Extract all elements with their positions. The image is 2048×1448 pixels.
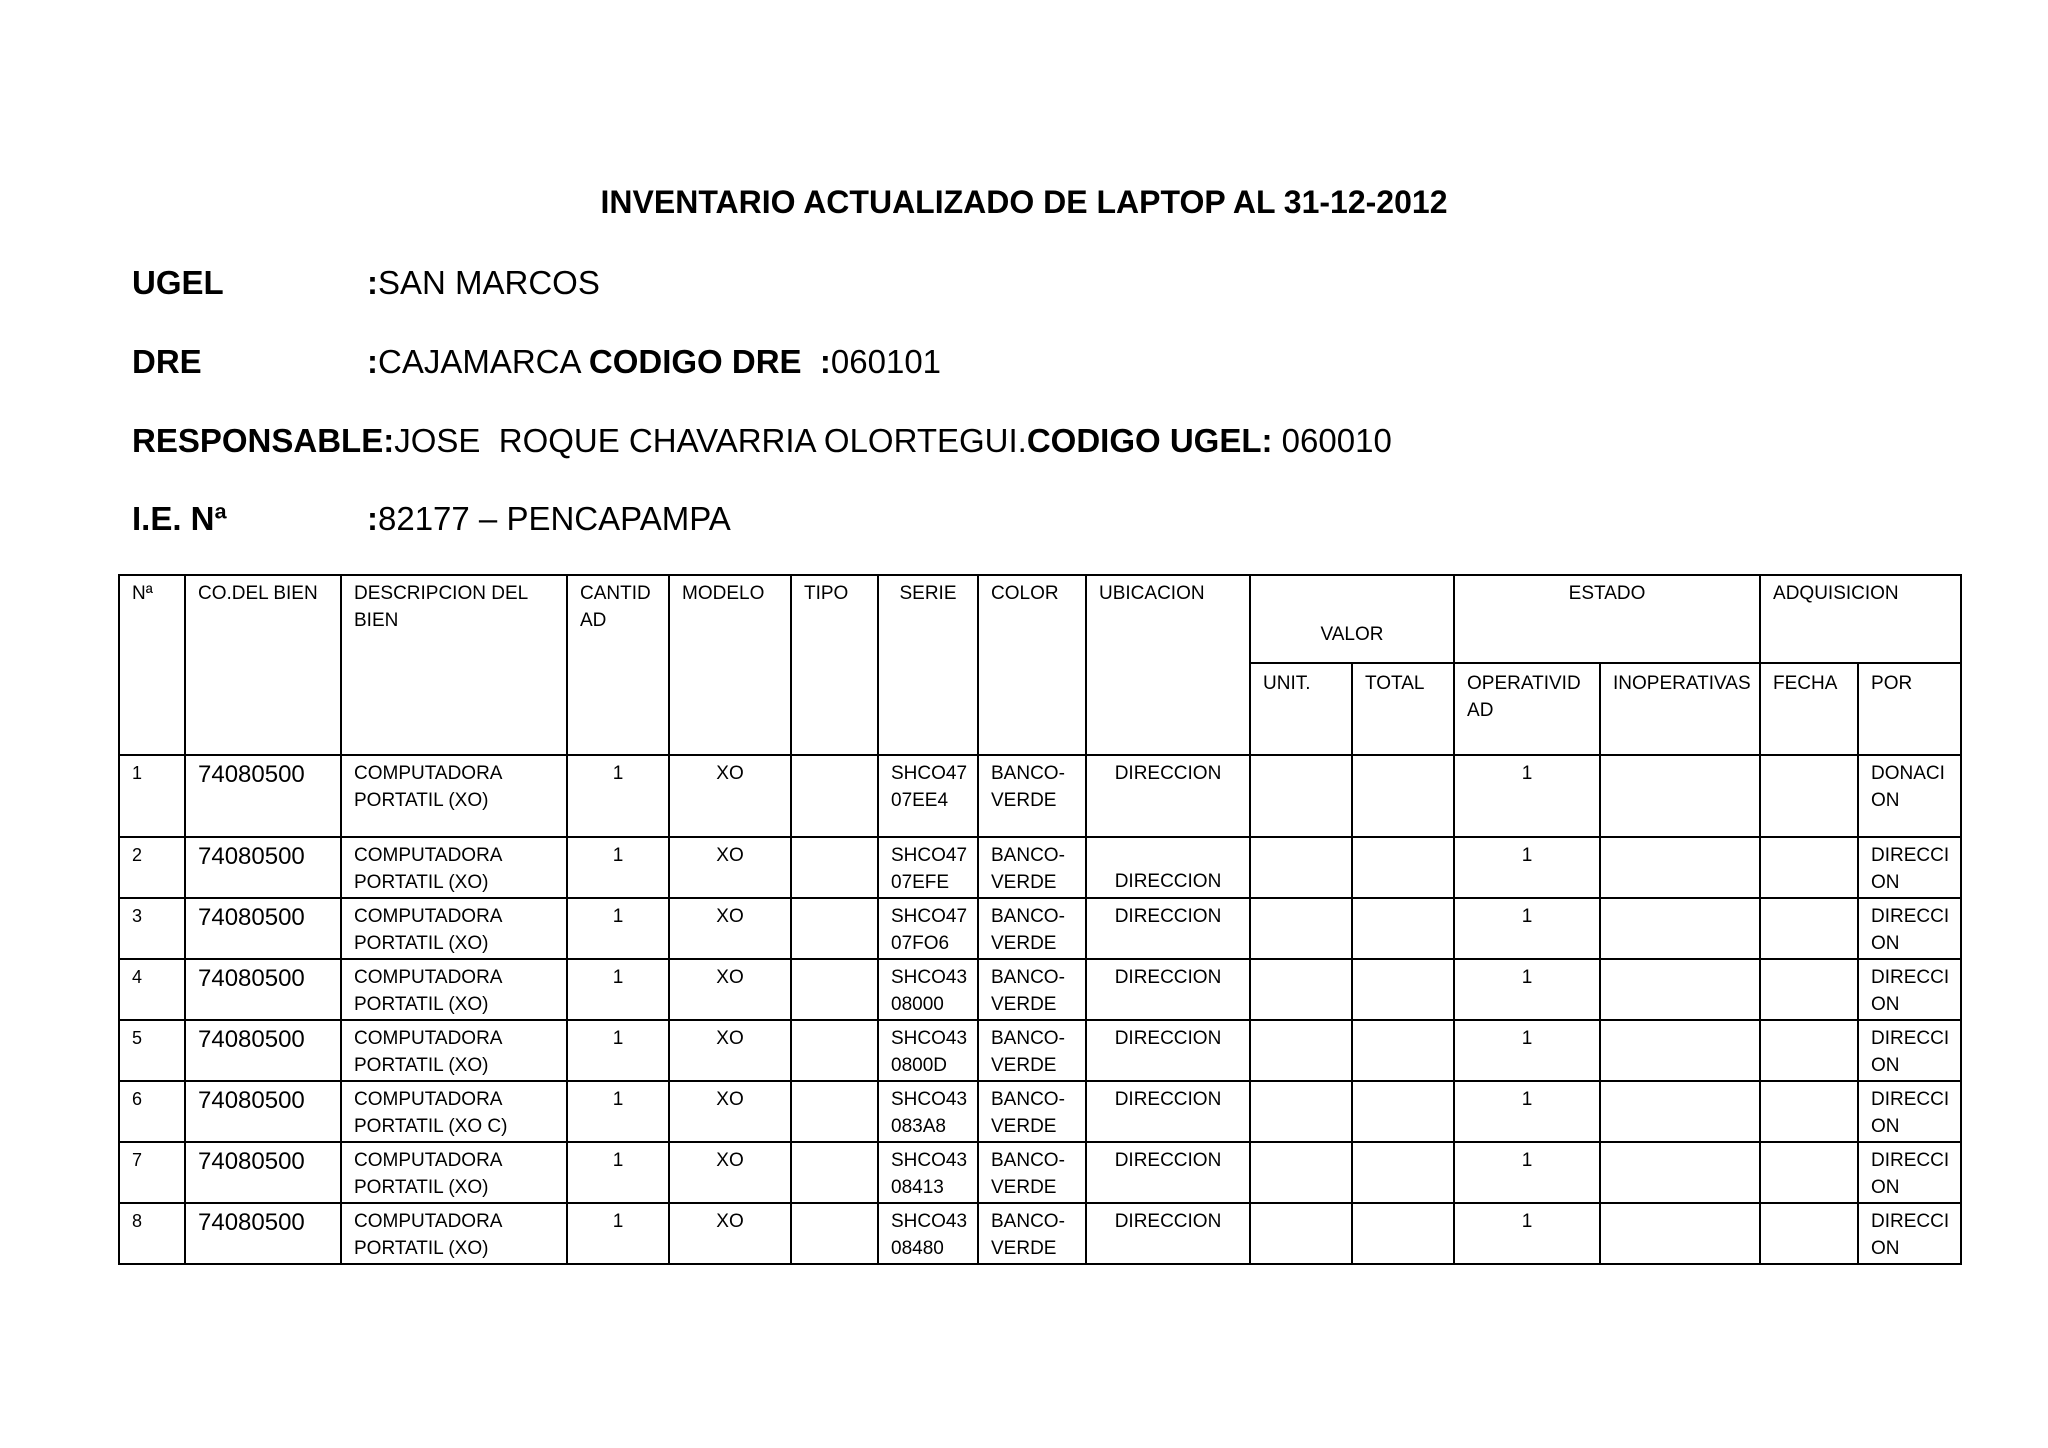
- header-num: Nª: [119, 575, 185, 755]
- header-inoperativas: INOPERATIVAS: [1600, 663, 1760, 755]
- cell-num: 6: [119, 1081, 185, 1142]
- cell-unit: [1250, 898, 1352, 959]
- cell-codigo: 74080500: [185, 1142, 341, 1203]
- cell-inoperativas: [1600, 1142, 1760, 1203]
- cell-color: BANCO-VERDE: [978, 959, 1086, 1020]
- cell-total: [1352, 1142, 1454, 1203]
- cell-codigo: 74080500: [185, 1020, 341, 1081]
- cell-color: BANCO-VERDE: [978, 1081, 1086, 1142]
- cell-operatividad: 1: [1454, 898, 1600, 959]
- cell-modelo: XO: [669, 1203, 791, 1264]
- cell-descripcion: COMPUTADORA PORTATIL (XO): [341, 1020, 567, 1081]
- cell-operatividad: 1: [1454, 1142, 1600, 1203]
- table-row: [119, 1020, 1961, 1081]
- header-operatividad: OPERATIVID AD: [1454, 663, 1600, 755]
- table-row: [119, 1081, 1961, 1142]
- cell-total: [1352, 898, 1454, 959]
- dre-line: DRE :CAJAMARCA CODIGO DRE :060101: [132, 339, 941, 385]
- cell-total: [1352, 837, 1454, 898]
- cell-tipo: [791, 1020, 878, 1081]
- cell-por: DIRECCI ON: [1858, 1081, 1961, 1142]
- dre-label: DRE: [132, 343, 202, 380]
- dre-code-value: 060101: [830, 343, 942, 380]
- cell-ubicacion: DIRECCION: [1086, 959, 1250, 1020]
- cell-modelo: XO: [669, 1020, 791, 1081]
- cell-tipo: [791, 1203, 878, 1264]
- cell-descripcion: COMPUTADORA PORTATIL (XO): [341, 898, 567, 959]
- cell-serie: SHCO43 083A8: [878, 1081, 978, 1142]
- cell-descripcion: COMPUTADORA PORTATIL (XO): [341, 959, 567, 1020]
- cell-cantidad: 1: [567, 959, 669, 1020]
- cell-operatividad: 1: [1454, 755, 1600, 837]
- cell-operatividad: 1: [1454, 1081, 1600, 1142]
- cell-inoperativas: [1600, 1203, 1760, 1264]
- header-descripcion: DESCRIPCION DEL BIEN: [341, 575, 567, 755]
- cell-fecha: [1760, 1203, 1858, 1264]
- table-row: [119, 755, 1961, 837]
- cell-codigo: 74080500: [185, 837, 341, 898]
- cell-cantidad: 1: [567, 898, 669, 959]
- cell-num: 1: [119, 755, 185, 837]
- cell-modelo: XO: [669, 1081, 791, 1142]
- cell-fecha: [1760, 1142, 1858, 1203]
- cell-serie: SHCO43 08000: [878, 959, 978, 1020]
- cell-modelo: XO: [669, 898, 791, 959]
- table-row: [119, 1142, 1961, 1203]
- cell-num: 5: [119, 1020, 185, 1081]
- cell-color: BANCO-VERDE: [978, 1020, 1086, 1081]
- cell-fecha: [1760, 837, 1858, 898]
- cell-cantidad: 1: [567, 1142, 669, 1203]
- cell-ubicacion: DIRECCION: [1086, 1020, 1250, 1081]
- cell-ubicacion: DIRECCION: [1086, 755, 1250, 837]
- cell-tipo: [791, 898, 878, 959]
- header-ubicacion: UBICACION: [1086, 575, 1250, 755]
- cell-serie: SHCO47 07EFE: [878, 837, 978, 898]
- cell-cantidad: 1: [567, 837, 669, 898]
- header-unit: UNIT.: [1250, 663, 1352, 755]
- cell-cantidad: 1: [567, 755, 669, 837]
- cell-unit: [1250, 959, 1352, 1020]
- cell-color: BANCO-VERDE: [978, 1203, 1086, 1264]
- responsable-value: JOSE ROQUE CHAVARRIA OLORTEGUI.: [394, 422, 1027, 459]
- cell-unit: [1250, 1203, 1352, 1264]
- cell-tipo: [791, 959, 878, 1020]
- cell-modelo: XO: [669, 755, 791, 837]
- table-row: [119, 959, 1961, 1020]
- cell-fecha: [1760, 898, 1858, 959]
- cell-por: DIRECCI ON: [1858, 898, 1961, 959]
- header-estado: ESTADO: [1454, 575, 1760, 663]
- cell-ubicacion: DIRECCION: [1086, 1142, 1250, 1203]
- cell-por: DIRECCI ON: [1858, 1203, 1961, 1264]
- dre-code-label: CODIGO DRE: [588, 343, 802, 380]
- ugel-value: SAN MARCOS: [378, 264, 600, 301]
- cell-unit: [1250, 837, 1352, 898]
- cell-unit: [1250, 1020, 1352, 1081]
- cell-total: [1352, 755, 1454, 837]
- cell-codigo: 74080500: [185, 898, 341, 959]
- ugel-code-value: 060010: [1272, 422, 1392, 459]
- cell-tipo: [791, 1142, 878, 1203]
- cell-por: DIRECCI ON: [1858, 1142, 1961, 1203]
- cell-codigo: 74080500: [185, 959, 341, 1020]
- ie-value: 82177 – PENCAPAMPA: [378, 500, 731, 537]
- cell-descripcion: COMPUTADORA PORTATIL (XO): [341, 1142, 567, 1203]
- cell-ubicacion: DIRECCION: [1086, 837, 1250, 898]
- table-row: [119, 1203, 1961, 1264]
- cell-ubicacion: DIRECCION: [1086, 898, 1250, 959]
- ie-line: I.E. Nª :82177 – PENCAPAMPA: [132, 496, 731, 542]
- cell-num: 4: [119, 959, 185, 1020]
- cell-inoperativas: [1600, 1020, 1760, 1081]
- cell-descripcion: COMPUTADORA PORTATIL (XO): [341, 837, 567, 898]
- cell-num: 3: [119, 898, 185, 959]
- cell-descripcion: COMPUTADORA PORTATIL (XO): [341, 755, 567, 837]
- cell-serie: SHCO43 08480: [878, 1203, 978, 1264]
- cell-por: DONACI ON: [1858, 755, 1961, 837]
- cell-serie: SHCO47 07FO6: [878, 898, 978, 959]
- cell-color: BANCO-VERDE: [978, 898, 1086, 959]
- cell-num: 2: [119, 837, 185, 898]
- dre-value: CAJAMARCA: [378, 343, 580, 380]
- cell-por: DIRECCI ON: [1858, 837, 1961, 898]
- ugel-line: UGEL :SAN MARCOS: [132, 260, 600, 306]
- responsable-line: RESPONSABLE:JOSE ROQUE CHAVARRIA OLORTEGUI.CODIGO UGEL: 060010: [132, 418, 1392, 464]
- cell-codigo: 74080500: [185, 755, 341, 837]
- cell-total: [1352, 1203, 1454, 1264]
- cell-fecha: [1760, 1081, 1858, 1142]
- cell-color: BANCO-VERDE: [978, 755, 1086, 837]
- cell-total: [1352, 1020, 1454, 1081]
- cell-serie: SHCO47 07EE4: [878, 755, 978, 837]
- cell-inoperativas: [1600, 959, 1760, 1020]
- cell-modelo: XO: [669, 837, 791, 898]
- cell-tipo: [791, 755, 878, 837]
- cell-inoperativas: [1600, 1081, 1760, 1142]
- page-title: INVENTARIO ACTUALIZADO DE LAPTOP AL 31-12-2012: [600, 184, 1448, 220]
- ie-label: I.E. Nª: [132, 500, 227, 537]
- cell-tipo: [791, 837, 878, 898]
- cell-color: BANCO-VERDE: [978, 1142, 1086, 1203]
- cell-cantidad: 1: [567, 1203, 669, 1264]
- cell-fecha: [1760, 755, 1858, 837]
- cell-ubicacion: DIRECCION: [1086, 1081, 1250, 1142]
- table-row: [119, 837, 1961, 898]
- cell-descripcion: COMPUTADORA PORTATIL (XO C): [341, 1081, 567, 1142]
- cell-por: DIRECCI ON: [1858, 959, 1961, 1020]
- header-adquisicion: ADQUISICION: [1760, 575, 1961, 663]
- cell-cantidad: 1: [567, 1020, 669, 1081]
- header-total: TOTAL: [1352, 663, 1454, 755]
- header-tipo: TIPO: [791, 575, 878, 755]
- header-cantidad: CANTID AD: [567, 575, 669, 755]
- cell-total: [1352, 1081, 1454, 1142]
- header-valor: VALOR: [1250, 575, 1454, 663]
- cell-codigo: 74080500: [185, 1203, 341, 1264]
- header-color: COLOR: [978, 575, 1086, 755]
- cell-modelo: XO: [669, 1142, 791, 1203]
- cell-serie: SHCO43 0800D: [878, 1020, 978, 1081]
- cell-operatividad: 1: [1454, 1203, 1600, 1264]
- table-row: [119, 898, 1961, 959]
- cell-operatividad: 1: [1454, 837, 1600, 898]
- cell-inoperativas: [1600, 898, 1760, 959]
- cell-color: BANCO-VERDE: [978, 837, 1086, 898]
- cell-serie: SHCO43 08413: [878, 1142, 978, 1203]
- cell-descripcion: COMPUTADORA PORTATIL (XO): [341, 1203, 567, 1264]
- cell-fecha: [1760, 959, 1858, 1020]
- header-por: POR: [1858, 663, 1961, 755]
- inventory-table: [118, 574, 1962, 1265]
- cell-total: [1352, 959, 1454, 1020]
- header-serie: SERIE: [878, 575, 978, 755]
- cell-unit: [1250, 755, 1352, 837]
- cell-cantidad: 1: [567, 1081, 669, 1142]
- cell-codigo: 74080500: [185, 1081, 341, 1142]
- cell-por: DIRECCI ON: [1858, 1020, 1961, 1081]
- cell-inoperativas: [1600, 755, 1760, 837]
- header-modelo: MODELO: [669, 575, 791, 755]
- cell-fecha: [1760, 1020, 1858, 1081]
- cell-tipo: [791, 1081, 878, 1142]
- cell-num: 8: [119, 1203, 185, 1264]
- cell-modelo: XO: [669, 959, 791, 1020]
- cell-inoperativas: [1600, 837, 1760, 898]
- cell-operatividad: 1: [1454, 1020, 1600, 1081]
- cell-unit: [1250, 1081, 1352, 1142]
- header-fecha: FECHA: [1760, 663, 1858, 755]
- header-codigo: CO.DEL BIEN: [185, 575, 341, 755]
- cell-num: 7: [119, 1142, 185, 1203]
- responsable-label: RESPONSABLE: [132, 422, 384, 459]
- ugel-code-label: CODIGO UGEL:: [1026, 422, 1273, 459]
- cell-operatividad: 1: [1454, 959, 1600, 1020]
- ugel-label: UGEL: [132, 264, 224, 301]
- cell-unit: [1250, 1142, 1352, 1203]
- cell-ubicacion: DIRECCION: [1086, 1203, 1250, 1264]
